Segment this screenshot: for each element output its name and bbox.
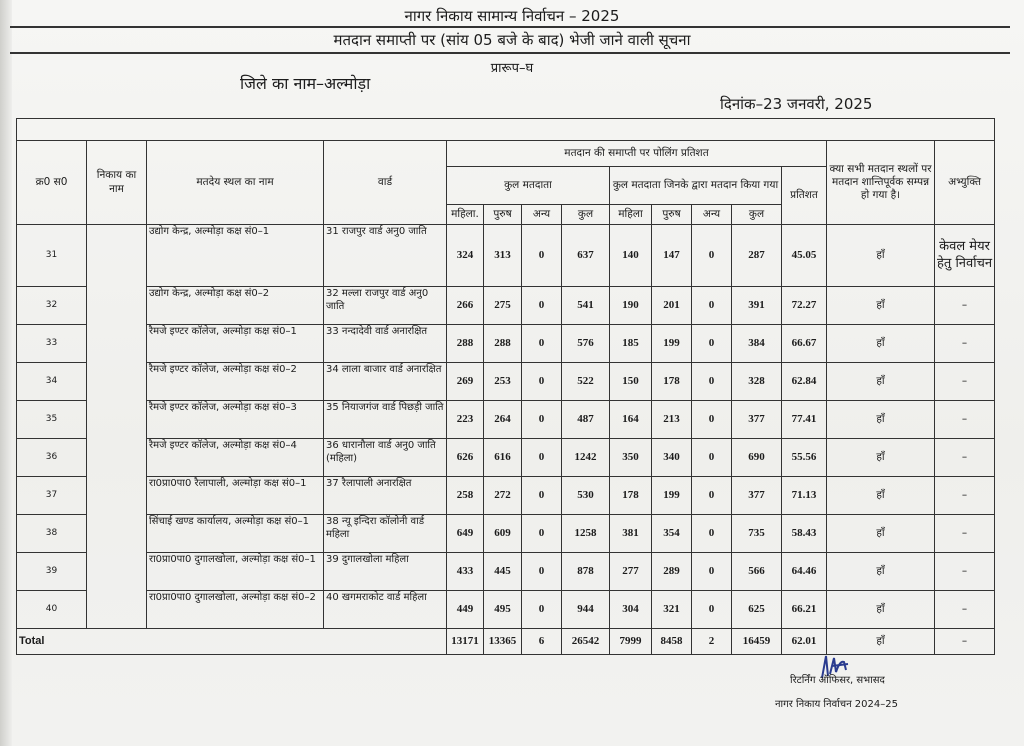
peaceful-cell: हाँ <box>827 515 935 553</box>
table-row <box>17 553 995 591</box>
serial-cell: 40 <box>17 591 87 629</box>
percent-cell: 72.27 <box>782 287 827 325</box>
serial-cell: 35 <box>17 401 87 439</box>
serial-cell: 37 <box>17 477 87 515</box>
female-cell: 288 <box>447 325 484 363</box>
header-total-voters: कुल मतदाता <box>447 167 610 205</box>
remarks-cell: – <box>935 515 995 553</box>
header-serial: क्र0 स0 <box>17 141 87 225</box>
remarks-cell: – <box>935 401 995 439</box>
header-remarks: अभ्युक्ति <box>935 141 995 225</box>
total-cell: 878 <box>562 553 610 591</box>
station-cell: उद्योग केन्द्र, अल्मोड़ा कक्ष सं0–2 <box>147 287 324 325</box>
voted-female-cell: 381 <box>610 515 652 553</box>
percent-cell: 66.21 <box>782 591 827 629</box>
voted-other-cell: 0 <box>692 591 732 629</box>
voted-male-cell: 199 <box>652 477 692 515</box>
header-percent: प्रतिशत <box>782 167 827 225</box>
table-row <box>17 591 995 629</box>
voted-female-cell: 304 <box>610 591 652 629</box>
male-cell: 445 <box>484 553 522 591</box>
table-row <box>17 477 995 515</box>
header-other: अन्य <box>522 205 562 225</box>
voted-total-cell: 377 <box>732 477 782 515</box>
divider <box>10 52 1010 54</box>
male-cell: 609 <box>484 515 522 553</box>
peaceful-cell: हाँ <box>827 225 935 287</box>
voted-other-cell: 0 <box>692 225 732 287</box>
male-cell: 495 <box>484 591 522 629</box>
serial-cell: 39 <box>17 553 87 591</box>
other-cell: 0 <box>522 287 562 325</box>
voted-total-cell: 735 <box>732 515 782 553</box>
total-remark: – <box>935 629 995 655</box>
header-voted: कुल मतदाता जिनके द्वारा मतदान किया गया <box>610 167 782 205</box>
female-cell: 449 <box>447 591 484 629</box>
other-cell: 0 <box>522 515 562 553</box>
station-cell: उद्योग केन्द्र, अल्मोड़ा कक्ष सं0–1 <box>147 225 324 287</box>
voted-other-cell: 0 <box>692 325 732 363</box>
voted-male-cell: 201 <box>652 287 692 325</box>
voted-other-cell: 0 <box>692 401 732 439</box>
total-cell: 637 <box>562 225 610 287</box>
peaceful-cell: हाँ <box>827 287 935 325</box>
other-cell: 0 <box>522 225 562 287</box>
divider <box>10 26 1010 28</box>
district-name: जिले का नाम–अल्मोड़ा <box>240 74 371 93</box>
station-cell: रैमजे इण्टर कॉलेज, अल्मोड़ा कक्ष सं0–1 <box>147 325 324 363</box>
serial-cell: 31 <box>17 225 87 287</box>
female-cell: 266 <box>447 287 484 325</box>
ward-cell: 40 खगमराकोट वार्ड महिला <box>324 591 447 629</box>
serial-cell: 34 <box>17 363 87 401</box>
female-cell: 649 <box>447 515 484 553</box>
remarks-cell: – <box>935 439 995 477</box>
total-other: 6 <box>522 629 562 655</box>
table-row <box>17 363 995 401</box>
station-cell: रैमजे इण्टर कॉलेज, अल्मोड़ा कक्ष सं0–4 <box>147 439 324 477</box>
percent-cell: 62.84 <box>782 363 827 401</box>
male-cell: 288 <box>484 325 522 363</box>
total-female: 13171 <box>447 629 484 655</box>
header-voted-other: अन्य <box>692 205 732 225</box>
total-cell: 530 <box>562 477 610 515</box>
voted-female-cell: 277 <box>610 553 652 591</box>
header-female: महिला. <box>447 205 484 225</box>
peaceful-cell: हाँ <box>827 363 935 401</box>
header-voted-female: महिला <box>610 205 652 225</box>
other-cell: 0 <box>522 325 562 363</box>
male-cell: 313 <box>484 225 522 287</box>
male-cell: 253 <box>484 363 522 401</box>
table-row <box>17 439 995 477</box>
voted-male-cell: 199 <box>652 325 692 363</box>
remarks-cell: केवल मेयर हेतु निर्वाचन <box>935 225 995 287</box>
signatory-office: नागर निकाय निर्वाचन 2024–25 <box>775 699 898 710</box>
voted-total-cell: 690 <box>732 439 782 477</box>
voted-total-cell: 287 <box>732 225 782 287</box>
table-row <box>17 515 995 553</box>
total-cell: 541 <box>562 287 610 325</box>
voted-female-cell: 178 <box>610 477 652 515</box>
total-voted-other: 2 <box>692 629 732 655</box>
ward-cell: 36 धारानौला वार्ड अनु0 जाति (महिला) <box>324 439 447 477</box>
female-cell: 433 <box>447 553 484 591</box>
remarks-cell: – <box>935 325 995 363</box>
other-cell: 0 <box>522 363 562 401</box>
header-peaceful: क्या सभी मतदान स्थलों पर मतदान शान्तिपूर्वक सम्पन्न हो गया है। <box>827 141 935 225</box>
peaceful-cell: हाँ <box>827 439 935 477</box>
voted-total-cell: 384 <box>732 325 782 363</box>
total-cell: 522 <box>562 363 610 401</box>
voted-male-cell: 213 <box>652 401 692 439</box>
voted-female-cell: 164 <box>610 401 652 439</box>
ward-cell: 37 रैलापाली अनारक्षित <box>324 477 447 515</box>
remarks-cell: – <box>935 287 995 325</box>
station-cell: रा0प्रा0पा0 दुगालखोला, अल्मोड़ा कक्ष सं0–1 <box>147 553 324 591</box>
header-body: निकाय का नाम <box>87 141 147 225</box>
percent-cell: 71.13 <box>782 477 827 515</box>
ward-cell: 38 न्यू इन्दिरा कॉलोनी वार्ड महिला <box>324 515 447 553</box>
table-row <box>17 325 995 363</box>
header-station: मतदेय स्थल का नाम <box>147 141 324 225</box>
form-label: प्रारूप–घ <box>490 61 534 76</box>
other-cell: 0 <box>522 591 562 629</box>
peaceful-cell: हाँ <box>827 553 935 591</box>
voted-female-cell: 150 <box>610 363 652 401</box>
station-cell: रा0प्रा0पा0 रैलापाली, अल्मोड़ा कक्ष सं0–1 <box>147 477 324 515</box>
female-cell: 258 <box>447 477 484 515</box>
table-row <box>17 401 995 439</box>
voted-male-cell: 321 <box>652 591 692 629</box>
voted-total-cell: 625 <box>732 591 782 629</box>
female-cell: 626 <box>447 439 484 477</box>
voted-other-cell: 0 <box>692 287 732 325</box>
total-peace: हाँ <box>827 629 935 655</box>
header-ward: वार्ड <box>324 141 447 225</box>
percent-cell: 55.56 <box>782 439 827 477</box>
station-cell: रैमजे इण्टर कॉलेज, अल्मोड़ा कक्ष सं0–2 <box>147 363 324 401</box>
table-row <box>17 287 995 325</box>
total-cell: 487 <box>562 401 610 439</box>
peaceful-cell: हाँ <box>827 591 935 629</box>
ward-cell: 32 मल्ला राजपुर वार्ड अनु0 जाति <box>324 287 447 325</box>
serial-cell: 33 <box>17 325 87 363</box>
total-cell: 944 <box>562 591 610 629</box>
male-cell: 275 <box>484 287 522 325</box>
voted-male-cell: 340 <box>652 439 692 477</box>
voted-other-cell: 0 <box>692 439 732 477</box>
voted-female-cell: 190 <box>610 287 652 325</box>
remarks-cell: – <box>935 591 995 629</box>
remarks-cell: – <box>935 363 995 401</box>
voted-female-cell: 350 <box>610 439 652 477</box>
total-voted-male: 8458 <box>652 629 692 655</box>
total-label: Total <box>17 629 447 655</box>
remarks-cell: – <box>935 477 995 515</box>
polling-table <box>16 118 995 655</box>
voted-total-cell: 328 <box>732 363 782 401</box>
percent-cell: 45.05 <box>782 225 827 287</box>
header-male: पुरुष <box>484 205 522 225</box>
voted-female-cell: 140 <box>610 225 652 287</box>
total-total: 26542 <box>562 629 610 655</box>
voted-female-cell: 185 <box>610 325 652 363</box>
table-row <box>17 225 995 287</box>
ward-cell: 31 राजपुर वार्ड अनु0 जाति <box>324 225 447 287</box>
voted-total-cell: 391 <box>732 287 782 325</box>
percent-cell: 77.41 <box>782 401 827 439</box>
total-cell: 1242 <box>562 439 610 477</box>
total-cell: 1258 <box>562 515 610 553</box>
table-top-band <box>17 119 995 141</box>
total-voted-total: 16459 <box>732 629 782 655</box>
voted-total-cell: 377 <box>732 401 782 439</box>
ward-cell: 35 नियाजगंज वार्ड पिछड़ी जाति <box>324 401 447 439</box>
voted-other-cell: 0 <box>692 553 732 591</box>
percent-cell: 58.43 <box>782 515 827 553</box>
male-cell: 272 <box>484 477 522 515</box>
header-polling-percent-group: मतदान की समाप्ती पर पोलिंग प्रतिशत <box>447 141 827 167</box>
header-voted-male: पुरुष <box>652 205 692 225</box>
voted-male-cell: 178 <box>652 363 692 401</box>
voted-other-cell: 0 <box>692 363 732 401</box>
voted-other-cell: 0 <box>692 477 732 515</box>
total-voted-female: 7999 <box>610 629 652 655</box>
header-total: कुल <box>562 205 610 225</box>
other-cell: 0 <box>522 401 562 439</box>
percent-cell: 64.46 <box>782 553 827 591</box>
voted-male-cell: 289 <box>652 553 692 591</box>
signatory-designation: रिटर्निंग ऑफिसर, सभासद <box>790 675 885 686</box>
other-cell: 0 <box>522 477 562 515</box>
total-male: 13365 <box>484 629 522 655</box>
station-cell: सिंचाई खण्ड कार्यालय, अल्मोड़ा कक्ष सं0–1 <box>147 515 324 553</box>
document-subtitle: मतदान समाप्ती पर (सांय 05 बजे के बाद) भेजी जाने वाली सूचना <box>333 31 691 49</box>
remarks-cell: – <box>935 553 995 591</box>
total-percent: 62.01 <box>782 629 827 655</box>
voted-total-cell: 566 <box>732 553 782 591</box>
other-cell: 0 <box>522 553 562 591</box>
header-voted-total: कुल <box>732 205 782 225</box>
percent-cell: 66.67 <box>782 325 827 363</box>
male-cell: 616 <box>484 439 522 477</box>
report-date: दिनांक–23 जनवरी, 2025 <box>720 95 873 113</box>
station-cell: रा0प्रा0पा0 दुगालखोला, अल्मोड़ा कक्ष सं0–2 <box>147 591 324 629</box>
ward-cell: 33 नन्दादेवी वार्ड अनारक्षित <box>324 325 447 363</box>
serial-cell: 38 <box>17 515 87 553</box>
ward-cell: 34 लाला बाजार वार्ड अनारक्षित <box>324 363 447 401</box>
paper-edge-shadow <box>0 0 12 746</box>
voted-male-cell: 147 <box>652 225 692 287</box>
peaceful-cell: हाँ <box>827 477 935 515</box>
station-cell: रैमजे इण्टर कॉलेज, अल्मोड़ा कक्ष सं0–3 <box>147 401 324 439</box>
ward-cell: 39 दुगालखोला महिला <box>324 553 447 591</box>
female-cell: 223 <box>447 401 484 439</box>
peaceful-cell: हाँ <box>827 325 935 363</box>
female-cell: 269 <box>447 363 484 401</box>
total-cell: 576 <box>562 325 610 363</box>
serial-cell: 36 <box>17 439 87 477</box>
body-name-cell <box>87 225 147 629</box>
total-row <box>17 629 995 655</box>
document-title: नागर निकाय सामान्य निर्वाचन – 2025 <box>404 7 620 25</box>
other-cell: 0 <box>522 439 562 477</box>
voted-male-cell: 354 <box>652 515 692 553</box>
male-cell: 264 <box>484 401 522 439</box>
female-cell: 324 <box>447 225 484 287</box>
voted-other-cell: 0 <box>692 515 732 553</box>
serial-cell: 32 <box>17 287 87 325</box>
peaceful-cell: हाँ <box>827 401 935 439</box>
